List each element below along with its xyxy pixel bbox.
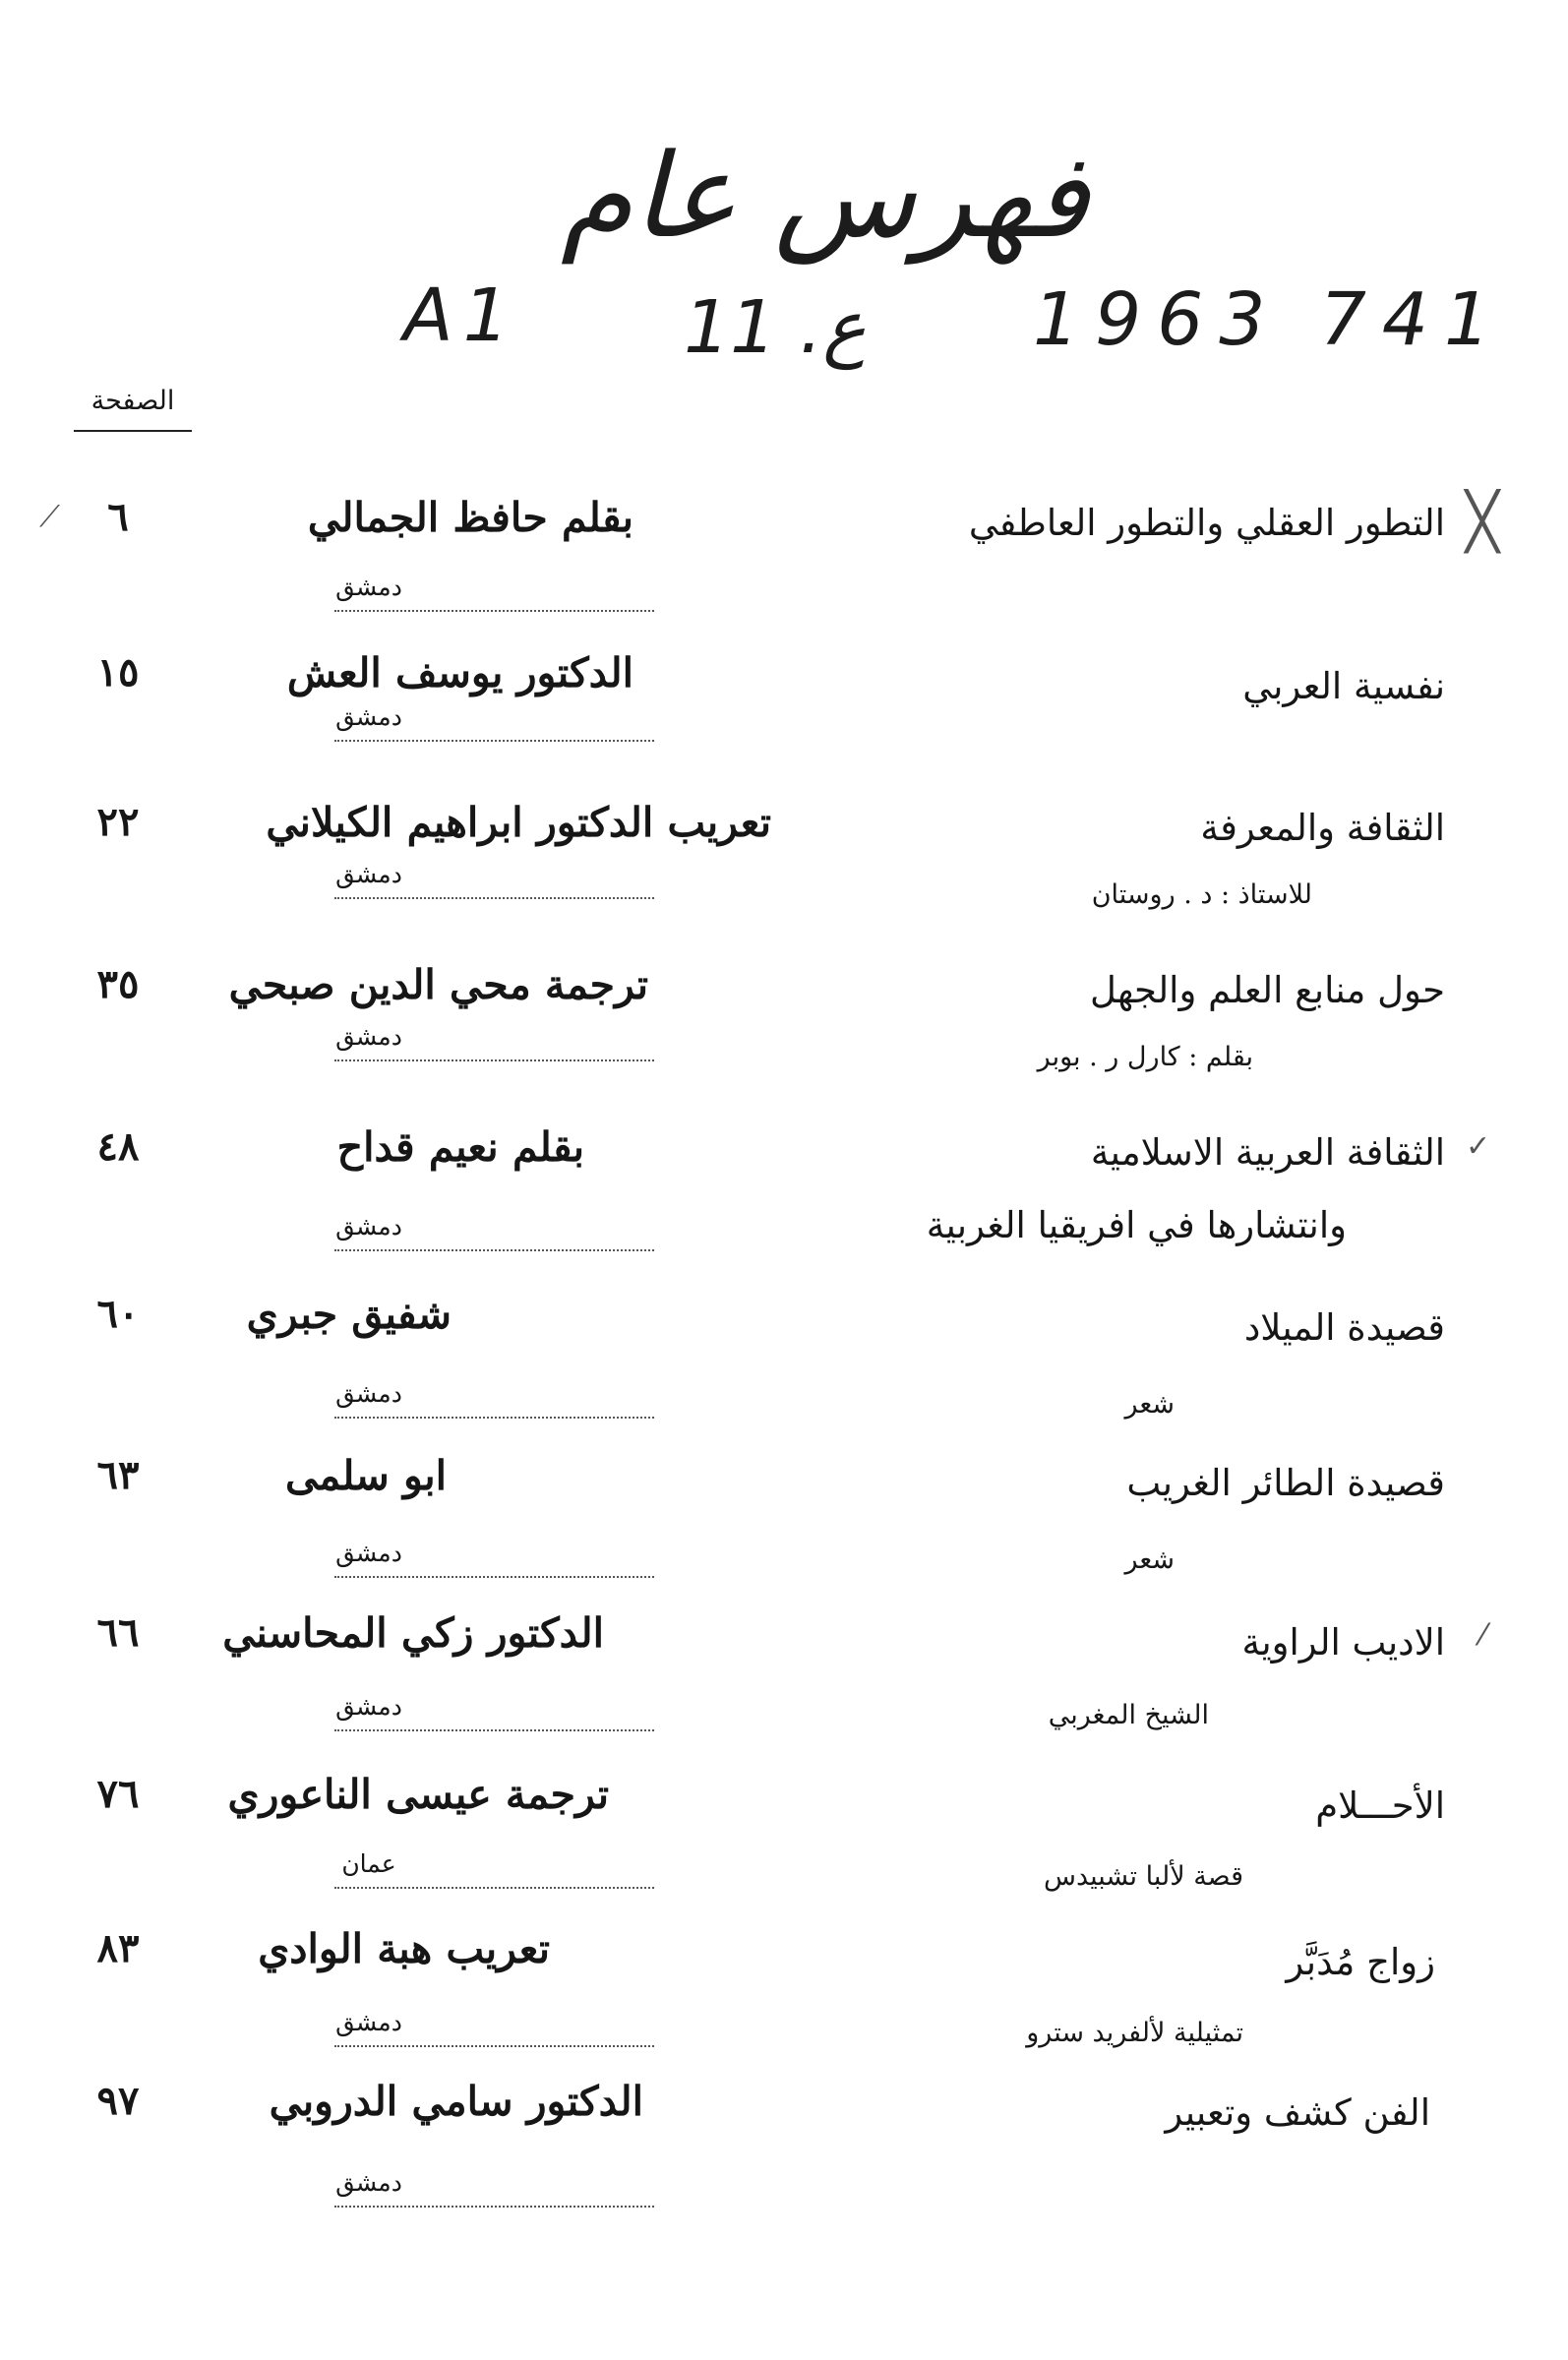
- page-number: ٦٣: [96, 1452, 140, 1498]
- article-title: الاديب الراوية: [1241, 1621, 1445, 1664]
- article-title-continued: وانتشارها في افريقيا الغربية: [926, 1204, 1347, 1246]
- article-subtitle: بقلم : كارل ر . بوبر: [1037, 1042, 1253, 1072]
- index-entry: [0, 2078, 1568, 2243]
- article-author: ابو سلمى: [284, 1452, 447, 1499]
- article-title: الفن كشف وتعبير: [1165, 2091, 1430, 2134]
- page-number: ١٥: [96, 649, 140, 696]
- page-number: ٧٦: [96, 1771, 140, 1817]
- article-subtitle: للاستاذ : د . روستان: [1091, 879, 1312, 910]
- article-title: نفسية العربي: [1242, 665, 1445, 707]
- article-title: حول منابع العلم والجهل: [1089, 969, 1445, 1011]
- handwritten-title: فهرس عام: [561, 128, 1089, 264]
- article-author: تعريب الدكتور ابراهيم الكيلاني: [266, 799, 771, 846]
- article-subtitle: الشيخ المغربي: [1048, 1700, 1209, 1730]
- index-entry: [0, 1771, 1568, 1936]
- article-author: ترجمة محي الدين صبحي: [228, 961, 648, 1008]
- page-number: ٨٣: [96, 1925, 140, 1971]
- page-number: ٢٢: [96, 799, 140, 845]
- city-label: دمشق: [325, 2008, 413, 2036]
- pen-stroke-icon: ⁄: [1480, 1618, 1486, 1653]
- article-author: بقلم حافظ الجمالي: [307, 494, 633, 541]
- city-label: دمشق: [325, 1212, 413, 1241]
- city-label: دمشق: [325, 2168, 413, 2197]
- city-label: دمشق: [325, 860, 413, 888]
- article-subtitle: شعر: [1124, 1544, 1175, 1575]
- page-number: ٩٧: [96, 2078, 140, 2124]
- article-author: تعريب هبة الوادي: [258, 1925, 550, 1972]
- article-title: قصيدة الميلاد: [1243, 1306, 1445, 1349]
- index-entry: [0, 961, 1568, 1126]
- index-entry: [0, 1609, 1568, 1775]
- article-title: الأحـــلام: [1315, 1785, 1445, 1827]
- x-mark-icon: ╳: [1466, 490, 1499, 554]
- article-author: بقلم نعيم قداح: [336, 1123, 584, 1171]
- index-entry: [0, 649, 1568, 815]
- reference-code-right: 1963 741: [1033, 277, 1507, 362]
- index-entry: [0, 1123, 1568, 1289]
- page-number: ٤٨: [96, 1123, 140, 1170]
- article-title: الثقافة والمعرفة: [1200, 807, 1445, 849]
- page-number: ٦٦: [96, 1609, 140, 1656]
- reference-code-middle: 11 .ع: [684, 285, 867, 370]
- article-author: شفيق جبري: [246, 1291, 452, 1338]
- article-author: الدكتور يوسف العش: [286, 649, 633, 696]
- reference-code-left: A1: [403, 273, 519, 358]
- article-author: ترجمة عيسى الناعوري: [227, 1771, 609, 1818]
- article-author: الدكتور زكي المحاسني: [222, 1609, 604, 1657]
- page-column-heading: الصفحة: [74, 386, 192, 432]
- index-entry: [0, 1925, 1568, 2090]
- page-number: ٦٠: [96, 1291, 140, 1337]
- city-label: دمشق: [325, 702, 413, 731]
- article-title: الثقافة العربية الاسلامية: [1090, 1131, 1445, 1174]
- city-label: دمشق: [325, 1539, 413, 1567]
- index-entry: [0, 799, 1568, 964]
- city-label: دمشق: [325, 1022, 413, 1051]
- index-entry: [0, 1452, 1568, 1617]
- article-author: الدكتور سامي الدروبي: [269, 2078, 643, 2125]
- city-label: دمشق: [325, 1379, 413, 1408]
- tick-mark-icon: ✓: [1466, 1129, 1491, 1164]
- index-entry: [0, 494, 1568, 659]
- city-label: دمشق: [325, 1692, 413, 1721]
- article-subtitle: تمثيلية لألفريد سترو: [1026, 2018, 1243, 2048]
- index-entry: [0, 1291, 1568, 1456]
- article-title: التطور العقلي والتطور العاطفي: [968, 502, 1445, 544]
- page-number: ٦: [107, 494, 129, 540]
- pen-stroke-icon: ⟋: [39, 500, 60, 534]
- article-title: قصيدة الطائر الغريب: [1126, 1462, 1445, 1504]
- city-label: دمشق: [325, 573, 413, 601]
- article-title: زواج مُدَبَّر: [1286, 1941, 1435, 1983]
- page-number: ٣٥: [96, 961, 140, 1007]
- article-subtitle: شعر: [1124, 1389, 1175, 1420]
- city-label: عمان: [325, 1849, 413, 1878]
- article-subtitle: قصة لألبا تشبيدس: [1044, 1861, 1243, 1892]
